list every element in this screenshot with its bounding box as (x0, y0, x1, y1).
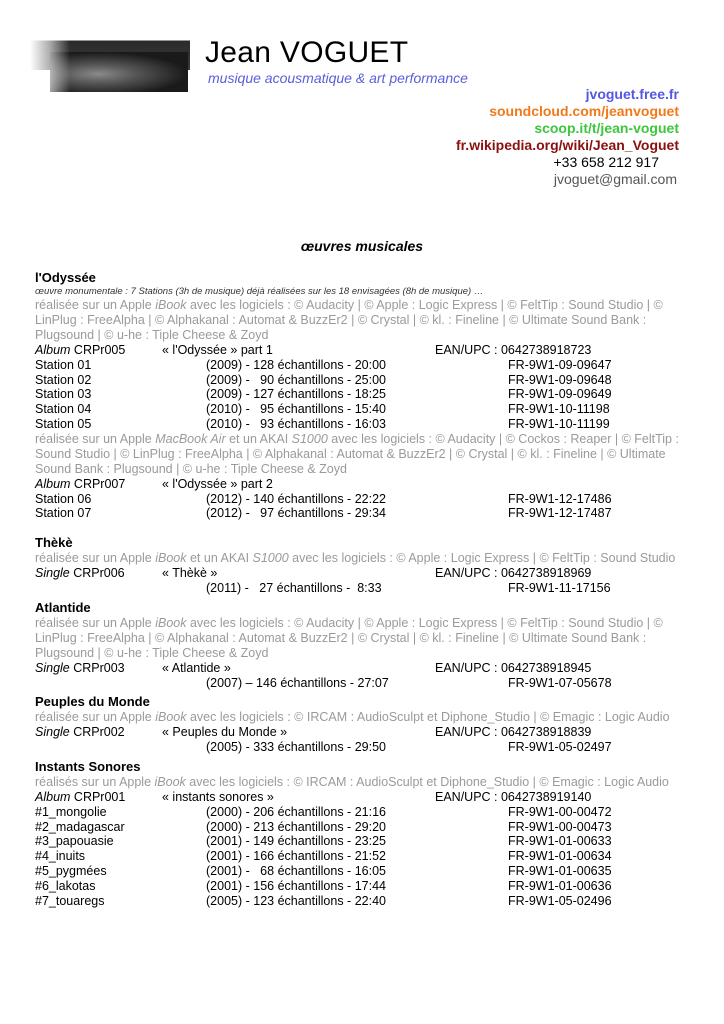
track-row (35, 879, 685, 894)
track-row (35, 820, 685, 835)
track-name: #4_inuits (35, 849, 86, 864)
contact-block (456, 86, 679, 188)
track-info: (2001) - 156 échantillons - 17:44 (206, 878, 386, 893)
track-name: Station 01 (35, 357, 92, 372)
track-info: (2001) - 68 échantillons - 16:05 (206, 863, 386, 878)
track-info: (2005) - 123 échantillons - 22:40 (206, 893, 386, 908)
work-title-atlantide: Atlantide (35, 599, 91, 615)
track-name: #3_papouasie (35, 834, 114, 849)
works-list (35, 270, 685, 908)
work-description: réalisée sur un Apple MacBook Air et un AKAI S1000 avec les logiciels : © Audacity | © Cockos : Reaper | © FeltTip : Sound Studio | © LinPlug : FreeAlpha | © Alphakanal : Automat & BuzzEr2 | © Crystal | © kl. : Fineline | © Ultimate Sound Bank : Plugsound | © u-he : Tiple Cheese & Zoyd (35, 431, 679, 476)
track-row: (2011) - 27 échantillons - 8:33 FR-9W1-11-17156 (206, 580, 611, 595)
work-description: réalisée sur un Apple iBook et un AKAI S1000 avec les logiciels : © Apple : Logic Express | © FeltTip : Sound Studio (35, 551, 676, 566)
work-description: réalisée sur un Apple iBook avec les logiciels : © Audacity | © Apple : Logic Express | © FeltTip : Sound Studio | © LinPlug : FreeAlpha | © Alphakanal : Automat & BuzzEr2 | © Crystal | © kl. : Fineline | © Ultimate Sound Bank : Plugsound | © u-he : Tiple Cheese & Zoyd (35, 615, 663, 660)
track-row (35, 864, 685, 879)
track-isrc: FR-9W1-00-00472 (508, 804, 612, 819)
section-title: œuvres musicales (300, 238, 424, 254)
track-row (35, 373, 685, 388)
track-info: (2001) - 166 échantillons - 21:52 (206, 849, 386, 864)
track-row (35, 834, 685, 849)
track-row (35, 506, 685, 521)
track-name: #1_mongolie (35, 804, 107, 819)
work-title-instants: Instants Sonores (35, 758, 141, 774)
work-description: réalisée sur un Apple iBook avec les logiciels : © Audacity | © Apple : Logic Express | © FeltTip : Sound Studio | © LinPlug : FreeAlpha | © Alphakanal : Automat & BuzzEr2 | © Crystal | © kl. : Fineline | © Ultimate Sound Bank : Plugsound | © u-he : Tiple Cheese & Zoyd (35, 298, 663, 342)
track-row (35, 894, 685, 909)
track-name: Station 04 (35, 402, 92, 417)
track-isrc: FR-9W1-01-00636 (508, 878, 612, 893)
track-name: Station 05 (35, 416, 92, 431)
track-info: (2000) - 213 échantillons - 29:20 (206, 819, 386, 834)
track-isrc: FR-9W1-10-11199 (508, 416, 610, 431)
track-isrc: FR-9W1-01-00633 (508, 834, 612, 849)
track-isrc: FR-9W1-12-17486 (508, 491, 612, 506)
track-info: (2000) - 206 échantillons - 21:16 (206, 804, 386, 819)
release-row: Single CRPr003 « Atlantide » EAN/UPC : 0642738918945 (35, 660, 592, 675)
track-isrc: FR-9W1-09-09647 (508, 357, 612, 372)
work-description: réalisée sur un Apple iBook avec les logiciels : © IRCAM : AudioSculpt et Diphone_Studio | © Emagic : Logic Audio (35, 710, 670, 725)
track-isrc: FR-9W1-00-00473 (508, 819, 612, 834)
track-row (35, 402, 685, 417)
track-info: (2010) - 95 échantillons - 15:40 (206, 402, 386, 417)
release-row: Single CRPr006 « Thèkè » EAN/UPC : 0642738918969 (35, 566, 592, 581)
track-isrc: FR-9W1-05-02496 (508, 893, 612, 908)
release-row: Album CRPr001 « instants sonores » EAN/UPC : 0642738919140 (35, 789, 592, 804)
release-row: Album CRPr005 « l'Odyssée » part 1 EAN/UPC : 0642738918723 (35, 343, 592, 357)
track-name: Station 06 (35, 491, 92, 506)
track-name: Station 02 (35, 372, 92, 387)
track-info: (2012) - 97 échantillons - 29:34 (206, 506, 386, 521)
track-name: Station 07 (35, 506, 92, 521)
phone-number: +33 658 212 917 (553, 154, 659, 170)
link-soundcloud[interactable]: soundcloud.com/jeanvoguet (489, 103, 679, 119)
track-row (35, 492, 685, 507)
tagline: musique acousmatique & art performance (208, 70, 468, 86)
track-row (35, 387, 685, 402)
work-subtitle: œuvre monumentale : 7 Stations (3h de musique) déjà réalisées sur les 18 envisagées (8h de musique) … (35, 286, 484, 297)
email-address[interactable]: jvoguet@gmail.com (553, 171, 677, 187)
track-row (35, 417, 685, 432)
work-description: réalisés sur un Apple iBook avec les logiciels : © IRCAM : AudioSculpt et Diphone_Studio | © Emagic : Logic Audio (35, 774, 669, 789)
work-title-odyssee: l'Odyssée (35, 270, 96, 285)
track-row: (2007) – 146 échantillons - 27:07 FR-9W1-07-05678 (206, 675, 612, 690)
portrait-photo (30, 28, 190, 98)
track-isrc: FR-9W1-10-11198 (508, 402, 610, 417)
track-info: (2012) - 140 échantillons - 22:22 (206, 491, 386, 506)
track-name: #6_lakotas (35, 878, 96, 893)
release-row: Album CRPr007 « l'Odyssée » part 2 (35, 476, 273, 491)
track-info: (2009) - 127 échantillons - 18:25 (206, 387, 386, 402)
track-isrc: FR-9W1-09-09648 (508, 372, 612, 387)
track-info: (2001) - 149 échantillons - 23:25 (206, 834, 386, 849)
release-row: Single CRPr002 « Peuples du Monde » EAN/UPC : 0642738918839 (35, 725, 592, 740)
track-row: (2005) - 333 échantillons - 29:50 FR-9W1-05-02497 (206, 740, 612, 755)
track-info: (2009) - 128 échantillons - 20:00 (206, 357, 386, 372)
track-row (35, 358, 685, 373)
track-isrc: FR-9W1-12-17487 (508, 506, 612, 521)
link-scoopit[interactable]: scoop.it/t/jean-voguet (534, 120, 679, 136)
track-name: Station 03 (35, 387, 92, 402)
link-wikipedia[interactable]: fr.wikipedia.org/wiki/Jean_Voguet (455, 137, 679, 153)
track-isrc: FR-9W1-09-09649 (508, 387, 612, 402)
work-title-theke: Thèkè (35, 535, 73, 551)
track-name: #7_touaregs (35, 893, 105, 908)
track-info: (2009) - 90 échantillons - 25:00 (206, 372, 386, 387)
link-website[interactable]: jvoguet.free.fr (585, 86, 679, 102)
track-row (35, 849, 685, 864)
track-name: #5_pygmées (35, 863, 107, 878)
portrait-image (50, 52, 188, 92)
work-title-peuples: Peuples du Monde (35, 694, 150, 710)
page-title: Jean VOGUET (205, 36, 409, 69)
track-isrc: FR-9W1-01-00635 (508, 863, 612, 878)
track-isrc: FR-9W1-01-00634 (508, 849, 612, 864)
track-row (35, 805, 685, 820)
track-info: (2010) - 93 échantillons - 16:03 (206, 416, 386, 431)
track-name: #2_madagascar (35, 819, 125, 834)
